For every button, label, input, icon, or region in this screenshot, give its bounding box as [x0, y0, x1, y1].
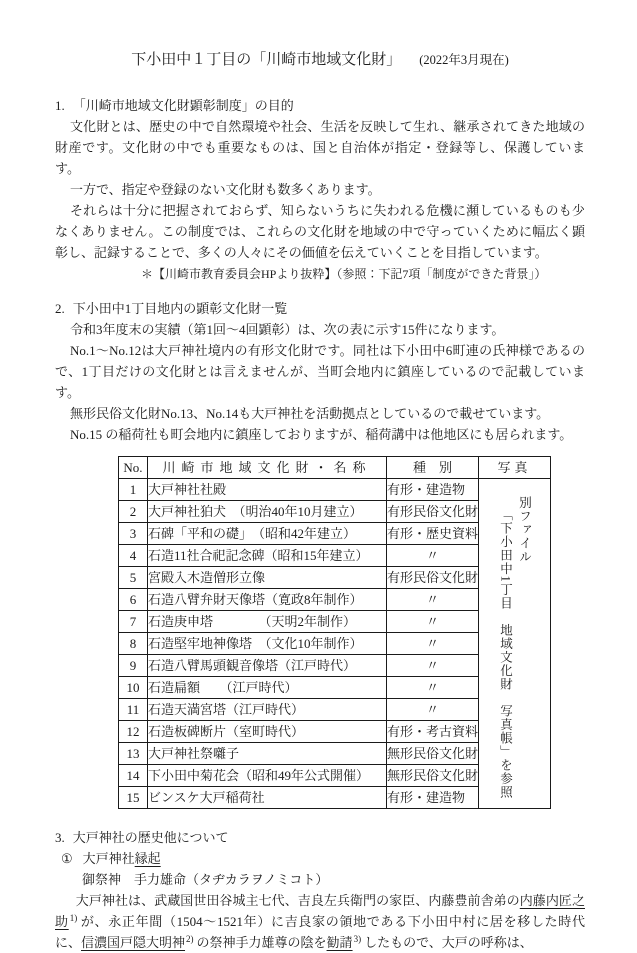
cell-type: 有形・建造物 [387, 479, 479, 501]
cell-name: 石造八臂馬頭観音像塔（江戸時代） [148, 655, 387, 677]
cell-no: 12 [119, 721, 148, 743]
paragraph: No.1～No.12は大戸神社境内の有形文化財です。同社は下小田中6町連の氏神様であるので、1丁目だけの文化財とは言えませんが、当町会地内に鎮座しているので記載しています。 [55, 343, 585, 400]
subsection-engi [61, 848, 585, 869]
section-history-heading [55, 827, 585, 848]
deity-line: 御祭神 手力雄命（タヂカラヲノミコト） [82, 872, 329, 887]
cell-no: 13 [119, 743, 148, 765]
cell-name: 宮殿入木造僧形立像 [148, 567, 387, 589]
source-footnote: ＊【川崎市教育委員会HPより抜粋】（参照：下記7項「制度ができた背景」） [141, 267, 547, 281]
section-purpose [55, 95, 585, 285]
paragraph: No.15 の稲荷社も町会地内に鎮座しておりますが、稲荷講中は他地区にも居られます。 [69, 427, 573, 442]
cell-type: 〃 [387, 589, 479, 611]
history-underlined-term: 勧請 [326, 935, 353, 950]
cell-name: 石造堅牢地神像塔 （文化10年制作） [148, 633, 387, 655]
document-title-row [55, 50, 585, 71]
table-header [119, 457, 551, 479]
cell-type: 〃 [387, 611, 479, 633]
subsection-label-plain: 大戸神社 [82, 851, 135, 866]
cell-name: 石造扁額 （江戸時代） [148, 677, 387, 699]
cell-type: 〃 [387, 699, 479, 721]
cell-no: 15 [119, 787, 148, 809]
table-header-row [119, 457, 551, 479]
history-text: 大戸神社は、武蔵国世田谷城主七代、吉良左兵衛門の家臣、内藤豊前舎弟の [75, 893, 520, 908]
section-list [55, 298, 585, 445]
footnote-ref-2: 2) [186, 933, 194, 944]
table-body [119, 479, 551, 809]
photo-note-vertical-text [479, 479, 550, 799]
cell-name: 石造天満宮塔（江戸時代） [148, 699, 387, 721]
paragraph: 令和3年度末の実績（第1回～4回顕彰）は、次の表に示す15件になります。 [69, 322, 505, 337]
paragraph: それらは十分に把握されておらず、知らないうちに失われる危機に瀕しているものも少なくありません。この制度では、これらの文化財を地域の中で守っていくために幅広く顕彰し、記録することで、多くの人々にその価値を伝えていくことを目指しています。 [55, 203, 585, 260]
section-title: 下小田中1丁目地内の顕彰文化財一覧 [72, 301, 288, 316]
document-title: 下小田中１丁目の「川崎市地域文化財」 [131, 52, 402, 68]
section-list-heading [55, 298, 585, 319]
footnote-ref-1: 1) [69, 912, 78, 923]
history-text: したもので、大戸の呼称は、 [364, 935, 533, 950]
cell-no: 8 [119, 633, 148, 655]
col-header-name: 川崎市地域文化財・名称 [148, 457, 387, 479]
cell-no: 7 [119, 611, 148, 633]
cell-type: 無形民俗文化財 [387, 765, 479, 787]
cell-no: 10 [119, 677, 148, 699]
cell-name: 石造八臂弁財天像塔（寛政8年制作） [148, 589, 387, 611]
footnote-ref-3: 3) [353, 933, 362, 944]
subsection-label [83, 848, 161, 869]
cell-name: 石碑「平和の礎」 （昭和42年建立） [148, 523, 387, 545]
cell-name: 石造11社合祀記念碑（昭和15年建立） [148, 545, 387, 567]
cell-name: ビンスケ大戸稲荷社 [148, 787, 387, 809]
paragraph: 一方で、指定や登録のない文化財も数多くあります。 [69, 182, 381, 197]
cell-type: 無形民俗文化財 [387, 743, 479, 765]
cell-no: 4 [119, 545, 148, 567]
cell-no: 3 [119, 523, 148, 545]
section-number: 1. [55, 98, 65, 113]
paragraph: 無形民俗文化財No.13、No.14も大戸神社を活動拠点としているので載せています。 [69, 406, 550, 421]
cell-type: 有形・建造物 [387, 787, 479, 809]
cultural-assets-table [118, 456, 551, 809]
section-number: 3. [55, 830, 65, 845]
cell-type: 有形民俗文化財 [387, 501, 479, 523]
cell-no: 6 [119, 589, 148, 611]
cell-no: 14 [119, 765, 148, 787]
circled-number: ① [61, 851, 73, 866]
cell-type: 有形・歴史資料 [387, 523, 479, 545]
cell-type: 有形民俗文化財 [387, 567, 479, 589]
cell-no: 1 [119, 479, 148, 501]
photo-note-line2: 「下小田中1丁目 地域文化財 写真帳」を参照 [498, 508, 513, 799]
cell-type: 〃 [387, 677, 479, 699]
cell-no: 9 [119, 655, 148, 677]
cell-type: 〃 [387, 633, 479, 655]
col-header-no: No. [119, 457, 148, 479]
section-purpose-heading [55, 95, 585, 116]
section-title: 大戸神社の歴史他について [72, 830, 229, 845]
cell-no: 2 [119, 501, 148, 523]
history-text: の祭神手力雄尊の陰を [196, 935, 327, 950]
history-text: が、永正年間（1504～1521年）に吉良家の領地である下小田中村に居を移した時代に、 [55, 914, 585, 950]
photo-note-line1: 別ファイル [517, 496, 532, 564]
history-underlined-term: 内藤内匠之助 [55, 893, 585, 929]
cell-name: 大戸神社狛犬 （明治40年10月建立） [148, 501, 387, 523]
cell-no: 11 [119, 699, 148, 721]
cell-type: 有形・考古資料 [387, 721, 479, 743]
cell-type: 〃 [387, 655, 479, 677]
cell-photo-note [479, 479, 551, 809]
section-number: 2. [55, 301, 65, 316]
cell-name: 石造板碑断片（室町時代） [148, 721, 387, 743]
col-header-photo: 写真 [479, 457, 551, 479]
cell-name: 大戸神社社殿 [148, 479, 387, 501]
section-title: 「川崎市地域文化財顕彰制度」の目的 [72, 98, 294, 113]
subsection-label-underlined: 縁起 [134, 851, 161, 866]
paragraph: 文化財とは、歴史の中で自然環境や社会、生活を反映して生れ、継承されてきた地域の財産です。文化財の中でも重要なものは、国と自治体が指定・登録等し、保護しています。 [55, 119, 585, 176]
history-paragraph [55, 890, 585, 953]
cell-no: 5 [119, 567, 148, 589]
document-date-note: (2022年3月現在) [419, 53, 509, 67]
cell-name: 石造庚申塔 （天明2年制作） [148, 611, 387, 633]
table-row [119, 479, 551, 501]
col-header-type: 種 別 [387, 457, 479, 479]
cell-type: 〃 [387, 545, 479, 567]
section-history [55, 827, 585, 953]
history-underlined-term: 信濃国戸隠大明神 [81, 935, 186, 950]
cell-name: 下小田中菊花会（昭和49年公式開催） [148, 765, 387, 787]
cell-name: 大戸神社祭囃子 [148, 743, 387, 765]
